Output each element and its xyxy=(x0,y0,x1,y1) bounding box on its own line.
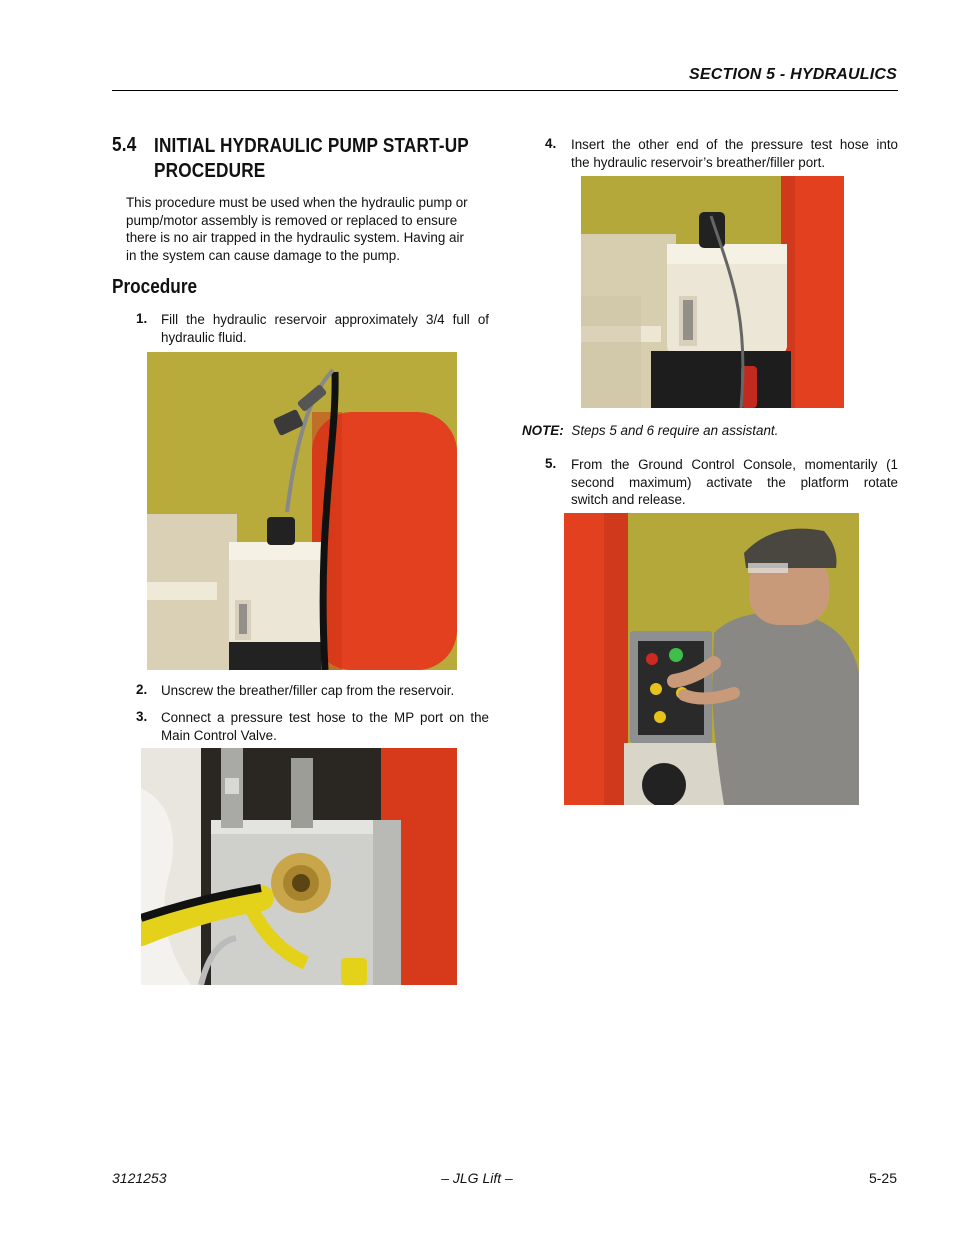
reservoir-photo xyxy=(147,352,457,670)
step-line: hydraulic fluid. xyxy=(161,329,247,345)
step-line: Unscrew the breather/filler cap from the reservoir. xyxy=(161,683,455,698)
intro-line: there is no air trapped in the hydraulic system. Having air xyxy=(126,230,464,245)
note xyxy=(522,422,898,440)
step-line: Connect a pressure test hose to the MP port on the xyxy=(161,710,489,725)
ground-control-console-photo xyxy=(564,513,859,805)
step-text xyxy=(161,311,489,346)
footer-center: – JLG Lift – xyxy=(441,1170,513,1186)
step-text xyxy=(571,136,898,171)
section-title-line: PROCEDURE xyxy=(154,160,266,182)
step-line: Insert the other end of the pressure test hose into xyxy=(571,137,898,152)
note-text: Steps 5 and 6 require an assistant. xyxy=(571,423,779,438)
section-title xyxy=(154,134,515,184)
running-header: SECTION 5 - HYDRAULICS xyxy=(689,66,897,83)
footer-doc-number: 3121253 xyxy=(112,1170,167,1186)
control-valve-photo xyxy=(141,748,457,985)
step-text xyxy=(161,709,489,744)
step-line: Main Control Valve. xyxy=(161,727,277,743)
step-number: 3. xyxy=(136,709,148,724)
step-line: second maximum) activate the platform rotate xyxy=(571,474,898,490)
step-text xyxy=(571,456,898,509)
step-line: From the Ground Control Console, momentarily (1 xyxy=(571,457,898,472)
procedure-heading: Procedure xyxy=(112,276,198,298)
intro-line: in the system can cause damage to the pump. xyxy=(126,247,400,263)
intro-paragraph xyxy=(126,194,490,264)
section-number: 5.4 xyxy=(112,134,137,156)
section-title-line: INITIAL HYDRAULIC PUMP START-UP xyxy=(154,135,469,157)
header-rule xyxy=(112,90,898,91)
step-number: 1. xyxy=(136,311,148,326)
step-line: Fill the hydraulic reservoir approximately 3/4 full of xyxy=(161,312,489,327)
step-number: 5. xyxy=(545,456,557,471)
step-line: the hydraulic reservoir’s breather/filler port. xyxy=(571,154,826,170)
breather-port-photo xyxy=(581,176,844,408)
step-text xyxy=(161,682,489,700)
step-number: 2. xyxy=(136,682,148,697)
intro-line: pump/motor assembly is removed or replaced to ensure xyxy=(126,212,458,228)
intro-line: This procedure must be used when the hydraulic pump or xyxy=(126,195,468,210)
step-line: switch and release. xyxy=(571,492,686,507)
footer-page-number: 5-25 xyxy=(868,1170,897,1186)
note-label: NOTE: xyxy=(522,423,564,438)
step-number: 4. xyxy=(545,136,557,151)
